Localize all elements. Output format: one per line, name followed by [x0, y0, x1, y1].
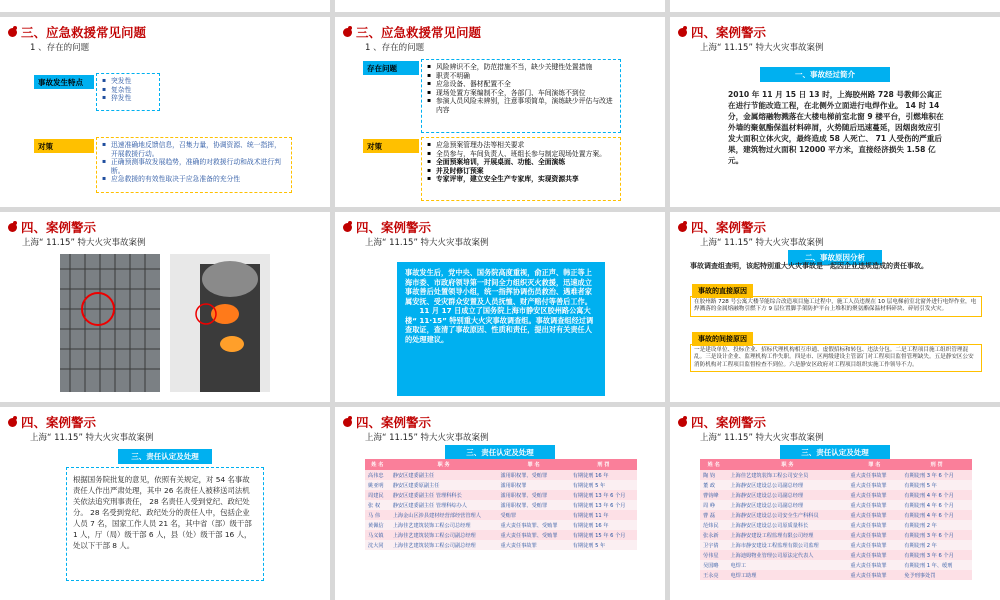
label-countermeasures: 对策 — [363, 139, 419, 153]
table-cell: 上海迪姆物业管理公司原法定代表人 — [727, 550, 847, 560]
table-cell: 董 政 — [700, 480, 727, 490]
table-cell: 受贿罪 — [497, 510, 569, 520]
list-item: ▪ 突发性 — [111, 77, 155, 86]
table-row — [365, 500, 637, 510]
table-cell: 滥用职权罪、受贿罪 — [497, 500, 569, 510]
list-item: ▪ 正确预测事故发展趋势，准确的对救援行动和战术进行判断。 — [111, 158, 287, 175]
slide-subtitle: 上海“ 11.15” 特大火灾事故案例 — [365, 238, 489, 248]
table-cell: 有期徒刑 13 年 6 个月 — [570, 500, 637, 510]
table-header-cell: 姓 名 — [700, 459, 727, 470]
table-cell: 张 权 — [365, 500, 390, 510]
table-cell: 滥用职权罪 — [497, 480, 569, 490]
title-text: 三、应急救援常见问题 — [21, 25, 147, 40]
slide-subtitle: 上海“ 11.15” 特大火灾事故案例 — [365, 433, 489, 443]
table-cell: 陶 钧 — [700, 470, 727, 480]
list-item: ▪ 现场处置方案编制不全，各部门、车间演练不到位 — [436, 89, 616, 98]
list-item: ▪ 猝发性 — [111, 94, 155, 103]
title-text: 四、案例警示 — [691, 415, 767, 430]
countermeasures-box — [96, 137, 292, 193]
table-cell: 重大责任事故罪 — [847, 550, 901, 560]
table-cell: 重大责任事故罪 — [847, 560, 901, 570]
slide-7[interactable] — [0, 407, 330, 597]
slide-title — [8, 218, 96, 236]
slide-title — [343, 413, 431, 431]
table-cell: 重大责任事故罪 — [847, 500, 901, 510]
table-row — [365, 530, 637, 540]
table-cell: 上海佳艺建筑装饰工程公司总经理 — [390, 520, 498, 530]
table-header-cell: 刑 罚 — [570, 459, 637, 470]
table-cell: 上海静安区建设总公司副总经理 — [727, 480, 847, 490]
table-row — [365, 490, 637, 500]
table-row — [700, 510, 972, 520]
table-cell: 静安区建委副主任 管理科科长 — [390, 490, 498, 500]
table-header-cell: 罪 名 — [497, 459, 569, 470]
slide-8[interactable] — [335, 407, 665, 597]
table-cell: 电焊工 — [727, 560, 847, 570]
slide-5[interactable] — [335, 212, 665, 402]
table-header-cell: 罪 名 — [847, 459, 901, 470]
table-cell: 有期徒刑 13 年 6 个月 — [570, 490, 637, 500]
aftermath-paragraph-1: 事故发生后，党中央、国务院高度重视，俞正声、韩正等上海市委、市政府领导第一时间全力组织灭火救援，迅速成立事故善后处置领导小组，统一指挥协调伤员救治、遇难者家属安抚、受灾群众安置及人员抚恤、财产赔付等善后工作。 — [405, 268, 592, 306]
table-cell: 张永新 — [700, 530, 727, 540]
table-cell: 重大责任事故罪、受贿罪 — [497, 520, 569, 530]
table-row — [365, 540, 637, 550]
slide-title — [678, 413, 766, 431]
table-cell: 马 伟 — [365, 510, 390, 520]
section-bar: 二、事故原因分析 — [788, 250, 882, 265]
title-text: 四、案例警示 — [356, 220, 432, 235]
slide-title — [343, 23, 481, 41]
slide-subtitle: 上海“ 11.15” 特大火灾事故案例 — [700, 238, 824, 248]
section-bar: 三、责任认定及处理 — [445, 445, 555, 460]
list-item: ▪ 应急预案管理办法等相关要求 — [436, 141, 616, 150]
table-cell: 曹 磊 — [700, 510, 727, 520]
table-row — [700, 480, 972, 490]
list-item: ▪ 参演人员风险未辨别，注意事项简单，演练缺少评估与改进内容 — [436, 97, 616, 114]
table-cell: 有期徒刑 5 年 — [901, 480, 972, 490]
indirect-cause-label: 事故的间接原因 — [692, 332, 753, 346]
table-cell: 上海静安区建设总公司副总经理 — [727, 500, 847, 510]
table-row — [700, 530, 972, 540]
section-bar: 一、事故经过简介 — [760, 67, 890, 82]
title-bullet-icon — [8, 223, 17, 232]
table-cell: 上海佳艺建筑装饰工程公司副总经理 — [390, 540, 498, 550]
table-cell: 范炜民 — [700, 520, 727, 530]
title-text: 四、案例警示 — [21, 220, 97, 235]
table-row — [700, 570, 972, 580]
responsibility-table — [700, 459, 972, 580]
table-cell: 马义镇 — [365, 530, 390, 540]
cause-lead-text: 事故调查组查明，该起特别重大火灾事故是一起因企业违规造成的责任事故。 — [690, 262, 928, 270]
table-cell: 重大责任事故罪 — [847, 530, 901, 540]
problems-box — [421, 59, 621, 133]
slide-4[interactable] — [0, 212, 330, 402]
responsibility-table — [365, 459, 637, 550]
table-cell: 有期徒刑 3 年 6 个月 — [901, 470, 972, 480]
slide-3[interactable] — [670, 17, 1000, 207]
table-cell: 上海金山区涉县建材经营部经营管理人 — [390, 510, 498, 520]
incident-summary: 2010 年 11 月 15 日 13 时，上海胶州路 728 号教师公寓正在进行节能改造工程，在北侧外立面进行电焊作业。 14 时 14 分，金属熔融物溅落在大楼电梯前室北窗 9 楼平台，引燃堆积在外墙的聚氨酯保温材料碎屑，火势随后迅速蔓延，因烟囱效应引发大面积立体火灾，最终造成 58 人死亡、 71 人受伤的严重后果，建筑物过火面积 12000 平方米，直接经济损失 1.58 亿元。 — [728, 90, 944, 165]
table-cell: 上海静安区建设总公司原质量科长 — [727, 520, 847, 530]
table-cell: 重大责任事故罪 — [847, 520, 901, 530]
table-row — [700, 550, 972, 560]
indirect-cause-text: 一是建设单位、投标企业、招标代理机构相互串通、虚假招标和转包、违法分包。二是工程项目施工组织管理混乱。三是设计企业、监理机构工作失职。四是市、区两级建设主管部门对工程项目监督管理缺失。五是静安区公安消防机构对工程项目监督检查不到位。六是静安区政府对工程项目组织实施工作领导不力。 — [690, 344, 982, 372]
slide-subtitle: 1 、存在的问题 — [365, 43, 425, 53]
table-header-cell: 职 务 — [727, 459, 847, 470]
table-cell: 静安区建委副主任 — [390, 470, 498, 480]
direct-cause-text: 在胶州路 728 号公寓大楼节能综合改造项目施工过程中，施工人员违规在 10 层电梯前室北窗外进行电焊作业，电焊溅落的金属熔融物引燃下方 9 层位置脚手架防护平台上堆积的聚氨酯保温材料碎块、碎屑引发火灾。 — [690, 296, 982, 317]
title-bullet-icon — [678, 223, 687, 232]
slide-2[interactable] — [335, 17, 665, 207]
aftermath-paragraph-2: 11 月 17 日成立了国务院上海市静安区胶州路公寓大楼“ 11·15” 特别重大火灾事故调查组。事故调查组经过调查取证，查清了事故原因、性质和责任，提出对有关责任人的处理建议。 — [405, 306, 594, 344]
table-cell: 上海静安建设工程监理有限公司经理 — [727, 530, 847, 540]
list-item: ▪ 复杂性 — [111, 86, 155, 95]
table-header-cell: 职 务 — [390, 459, 498, 470]
table-cell: 吴国略 — [700, 560, 727, 570]
table-cell: 静安区建委原副主任 — [390, 480, 498, 490]
table-cell: 上海佳艺建筑装饰工程公司安全员 — [727, 470, 847, 480]
table-cell: 有期徒刑 3 年 6 个月 — [901, 530, 972, 540]
table-cell: 沈大同 — [365, 540, 390, 550]
list-item: ▪ 专家评审，建立安全生产专家库，实现资源共享 — [436, 175, 616, 184]
table-cell: 有期徒刑 3 年 6 个月 — [901, 550, 972, 560]
slide-title — [8, 23, 146, 41]
slide-subtitle: 上海“ 11.15” 特大火灾事故案例 — [30, 433, 154, 443]
table-cell: 重大责任事故罪 — [847, 480, 901, 490]
table-cell: 有期徒刑 1 年、缓刑 — [901, 560, 972, 570]
slide-bottom-partial-3[interactable] — [670, 592, 1000, 600]
list-item: ▪ 全面预案培训，开展桌面、功能、全面演练 — [436, 158, 616, 167]
table-cell: 上海静安区建设总公司安全生产科科员 — [727, 510, 847, 520]
table-row — [365, 510, 637, 520]
table-cell: 有期徒刑 4 年 6 个月 — [901, 500, 972, 510]
table-row — [365, 470, 637, 480]
slide-bottom-partial-1[interactable] — [0, 592, 330, 600]
title-bullet-icon — [8, 28, 17, 37]
list-item: ▪ 职责不明确 — [436, 72, 616, 81]
table-cell: 有期徒刑 5 年 — [570, 540, 637, 550]
table-cell: 电焊工助理 — [727, 570, 847, 580]
aftermath-textbox — [397, 262, 605, 396]
table-cell: 滥用职权罪、受贿罪 — [497, 470, 569, 480]
slide-subtitle: 上海“ 11.15” 特大火灾事故案例 — [700, 433, 824, 443]
table-cell: 有期徒刑 15 年 6 个月 — [570, 530, 637, 540]
direct-cause-label: 事故的直接原因 — [692, 284, 753, 298]
table-cell: 卫宇倩 — [700, 540, 727, 550]
slide-9[interactable] — [670, 407, 1000, 597]
table-cell: 重大责任事故罪 — [847, 490, 901, 500]
burning-building-graphic — [170, 254, 270, 392]
table-row — [700, 520, 972, 530]
table-cell: 重大责任事故罪 — [847, 470, 901, 480]
slide-subtitle: 上海“ 11.15” 特大火灾事故案例 — [700, 43, 824, 53]
table-cell: 重大责任事故罪 — [497, 540, 569, 550]
slide-top-partial-3[interactable] — [670, 0, 1000, 12]
title-bullet-icon — [678, 28, 687, 37]
building-fire-photo-1 — [60, 254, 160, 392]
penalty-summary-box: 根据国务院批复的意见，依照有关规定，对 54 名事故责任人作出严肃处理，其中 26 名责任人被移送司法机关依法追究刑事责任， 28 名责任人受到党纪、政纪处分。 28 名受到党纪、政纪处分的责任人中，包括企业人员 7 名，国家工作人员 21 名，其中省（部）级干部 1 人，厅（局）级干部 6 人，县（处）级干部 16 人，处以下干部 8 人。 — [66, 467, 264, 581]
table-cell: 重大责任事故罪、受贿罪 — [497, 530, 569, 540]
table-cell: 有期徒刑 2 年 — [901, 540, 972, 550]
table-cell: 有期徒刑 4 年 6 个月 — [901, 510, 972, 520]
table-cell: 王永亮 — [700, 570, 727, 580]
table-cell: 有期徒刑 16 年 — [570, 520, 637, 530]
list-item: ▪ 应急救援的有效性取决于应急准备的充分性 — [111, 175, 287, 184]
slide-top-partial-1[interactable] — [0, 0, 330, 12]
table-row — [365, 480, 637, 490]
slide-title — [8, 413, 96, 431]
section-bar: 三、责任认定及处理 — [118, 449, 212, 464]
title-text: 四、案例警示 — [356, 415, 432, 430]
countermeasures-box — [421, 137, 621, 201]
building-fire-photo-2 — [170, 254, 270, 392]
table-row — [700, 500, 972, 510]
table-cell: 上海静安区建设总公司副总经理 — [727, 490, 847, 500]
slide-top-partial-2[interactable] — [335, 0, 665, 12]
list-item: ▪ 迅速准确地反馈信息，召集力量，协调资源、统一指挥，开展救援行动。 — [111, 141, 287, 158]
table-cell: 重大责任事故罪 — [847, 540, 901, 550]
table-row — [700, 560, 972, 570]
section-bar: 三、责任认定及处理 — [780, 445, 890, 460]
table-header-row — [365, 459, 637, 470]
slide-title — [678, 218, 766, 236]
table-cell: 周建民 — [365, 490, 390, 500]
list-item: ▪ 并及时修订预案 — [436, 167, 616, 176]
characteristics-box — [96, 73, 160, 111]
slide-1[interactable] — [0, 17, 330, 207]
table-row — [700, 540, 972, 550]
table-cell: 劳伟星 — [700, 550, 727, 560]
slide-subtitle: 上海“ 11.15” 特大火灾事故案例 — [22, 238, 146, 248]
list-item: ▪ 全员参与，车间负责人、班组长参与制定现场处置方案。 — [436, 150, 616, 159]
slide-6[interactable] — [670, 212, 1000, 402]
table-cell: 重大责任事故罪 — [847, 510, 901, 520]
title-text: 四、案例警示 — [691, 220, 767, 235]
label-characteristics: 事故发生特点 — [34, 75, 94, 89]
scaffold-photo-graphic — [60, 254, 160, 392]
title-bullet-icon — [343, 28, 352, 37]
title-bullet-icon — [343, 418, 352, 427]
table-cell: 有期徒刑 11 年 — [570, 510, 637, 520]
label-problems: 存在问题 — [363, 61, 419, 75]
title-text: 四、案例警示 — [21, 415, 97, 430]
title-bullet-icon — [678, 418, 687, 427]
table-cell: 姚亚明 — [365, 480, 390, 490]
list-item: ▪ 风险辨识不全，防范措施不当，缺少关键性处置措施 — [436, 63, 616, 72]
slide-title — [678, 23, 766, 41]
table-cell: 有期徒刑 4 年 6 个月 — [901, 490, 972, 500]
table-cell: 滥用职权罪、受贿罪 — [497, 490, 569, 500]
table-cell: 静安区建委副主任 管理科综办人 — [390, 500, 498, 510]
table-header-cell: 姓 名 — [365, 459, 390, 470]
table-cell: 上海市静安建设工程监理有限公司监理 — [727, 540, 847, 550]
table-row — [365, 520, 637, 530]
table-cell: 免予刑事处罚 — [901, 570, 972, 580]
title-bullet-icon — [343, 223, 352, 232]
table-cell: 黄佩信 — [365, 520, 390, 530]
table-cell: 周 峥 — [700, 500, 727, 510]
table-cell: 有期徒刑 5 年 — [570, 480, 637, 490]
label-countermeasures: 对策 — [34, 139, 94, 153]
title-text: 四、案例警示 — [691, 25, 767, 40]
title-bullet-icon — [8, 418, 17, 427]
slide-title — [343, 218, 431, 236]
table-cell: 有期徒刑 16 年 — [570, 470, 637, 480]
table-cell: 有期徒刑 2 年 — [901, 520, 972, 530]
slide-subtitle: 1 、存在的问题 — [30, 43, 90, 53]
table-cell: 上海佳艺建筑装饰工程公司副总经理 — [390, 530, 498, 540]
slide-bottom-partial-2[interactable] — [335, 592, 665, 600]
table-header-row — [700, 459, 972, 470]
list-item: ▪ 应急设备、器材配置不全 — [436, 80, 616, 89]
table-cell: 曹钧峰 — [700, 490, 727, 500]
table-header-cell: 刑 罚 — [901, 459, 972, 470]
title-text: 三、应急救援常见问题 — [356, 25, 482, 40]
table-cell: 重大责任事故罪 — [847, 570, 901, 580]
table-row — [700, 490, 972, 500]
table-cell: 高伟忠 — [365, 470, 390, 480]
table-row — [700, 470, 972, 480]
